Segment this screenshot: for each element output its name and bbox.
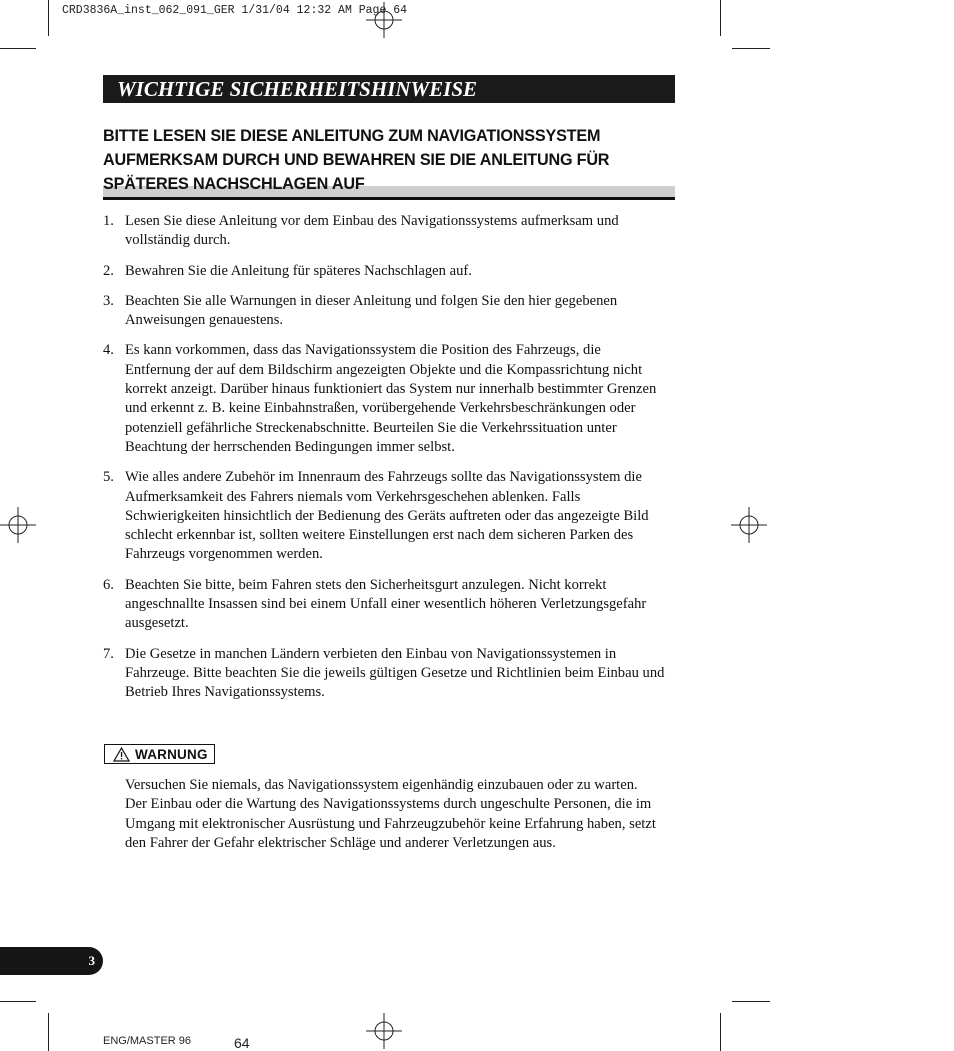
warning-text bbox=[125, 776, 670, 853]
item-number: 4. bbox=[103, 342, 114, 359]
list-item bbox=[103, 212, 668, 251]
subheading-rule bbox=[103, 197, 675, 200]
page-title: WICHTIGE SICHERHEITSHINWEISE bbox=[117, 77, 478, 101]
item-text: Es kann vorkommen, dass das Navigationssystem die Position des Fahrzeugs, die Entfernung der auf dem Bildschirm angezeigten Objekte und die Kompassrichtung nicht korrekt anzeigt. Darüber hinaus funktioniert das System nur innerhalb bestimmter Grenzen und erkennt z. B. keine Einbahnstraßen, vorübergehende Verkehrsbeschränkungen oder potenziell gefährliche Streckenabschnitte. Beurteilen Sie die Verkehrssituation unter Beachtung der herrschenden Bedingungen immer selbst. bbox=[125, 342, 657, 455]
crop-mark bbox=[48, 1013, 49, 1051]
warning-label: WARNUNG bbox=[135, 746, 208, 762]
item-text: Die Gesetze in manchen Ländern verbieten den Einbau von Navigationssystemen in Fahrzeuge. Bitte beachten Sie die jeweils gültigen Gesetze und Richtlinien beim Einbau und Betrieb Ihres Navigationssystems. bbox=[125, 645, 665, 701]
crop-mark bbox=[720, 1013, 721, 1051]
item-number: 6. bbox=[103, 576, 114, 593]
warning-paragraph: Der Einbau oder die Wartung des Navigationssystems durch ungeschulte Personen, die im Umgang mit elektronischer Ausrüstung und Fahrzeugzubehör keine Erfahrung haben, setzt den Fahrer der Gefahr elektrischer Schläge und anderer Verletzungen aus. bbox=[125, 796, 656, 851]
registration-mark-icon bbox=[731, 507, 767, 543]
safety-instructions-list bbox=[103, 212, 668, 714]
item-number: 2. bbox=[103, 262, 114, 279]
warning-badge bbox=[104, 744, 215, 764]
item-text: Beachten Sie bitte, beim Fahren stets den Sicherheitsgurt anzulegen. Nicht korrekt angeschnallte Insassen sind bei einem Unfall einer wesentlich höheren Verletzungsgefahr ausgesetzt. bbox=[125, 576, 647, 632]
item-text: Bewahren Sie die Anleitung für späteres Nachschlagen auf. bbox=[125, 262, 472, 279]
list-item bbox=[103, 292, 668, 331]
warning-triangle-icon bbox=[113, 747, 130, 762]
print-slug: CRD3836A_inst_062_091_GER 1/31/04 12:32 AM Page 64 bbox=[62, 4, 408, 17]
registration-mark-icon bbox=[366, 2, 402, 38]
footer-page-number: 64 bbox=[234, 1035, 250, 1051]
list-item bbox=[103, 262, 668, 281]
crop-mark bbox=[732, 48, 770, 49]
warning-paragraph: Versuchen Sie niemals, das Navigationssystem eigenhändig einzubauen oder zu warten. bbox=[125, 777, 638, 793]
crop-mark bbox=[720, 0, 721, 36]
crop-mark bbox=[0, 1001, 36, 1002]
footer-master-label: ENG/MASTER 96 bbox=[103, 1035, 192, 1047]
item-text: Beachten Sie alle Warnungen in dieser Anleitung und folgen Sie den hier gegebenen Anweisungen genauestens. bbox=[125, 292, 618, 329]
crop-mark bbox=[48, 0, 49, 36]
item-text: Wie alles andere Zubehör im Innenraum des Fahrzeugs sollte das Navigationssystem die Aufmerksamkeit des Fahrers niemals vom Verkehrsgeschehen ablenken. Falls Schwierigkeiten hinsichtlich der Bedienung des Geräts auftreten oder das angezeigte Bild schlecht erkennbar ist, sollten weitere Einstellungen erst nach dem sicheren Parken des Fahrzeugs vorgenommen werden. bbox=[125, 469, 649, 563]
item-number: 5. bbox=[103, 469, 114, 486]
item-number: 3. bbox=[103, 292, 114, 309]
section-title-bar bbox=[103, 75, 675, 103]
item-text: Lesen Sie diese Anleitung vor dem Einbau des Navigationssystems aufmerksam und vollständig durch. bbox=[125, 213, 619, 249]
subheading: BITTE LESEN SIE DIESE ANLEITUNG ZUM NAVIGATIONSSYSTEM AUFMERKSAM DURCH UND BEWAHREN SIE DIE ANLEITUNG FÜR SPÄTERES NACHSCHLAGEN AUF bbox=[103, 127, 610, 193]
crop-mark bbox=[0, 48, 36, 49]
registration-mark-icon bbox=[0, 507, 36, 543]
list-item bbox=[103, 341, 668, 457]
item-number: 7. bbox=[103, 645, 114, 662]
section-tab bbox=[0, 947, 103, 975]
item-number: 1. bbox=[103, 213, 114, 229]
list-item bbox=[103, 468, 668, 564]
registration-mark-icon bbox=[366, 1013, 402, 1049]
crop-mark bbox=[732, 1001, 770, 1002]
list-item bbox=[103, 645, 668, 703]
section-number: 3 bbox=[88, 953, 95, 968]
list-item bbox=[103, 576, 668, 634]
